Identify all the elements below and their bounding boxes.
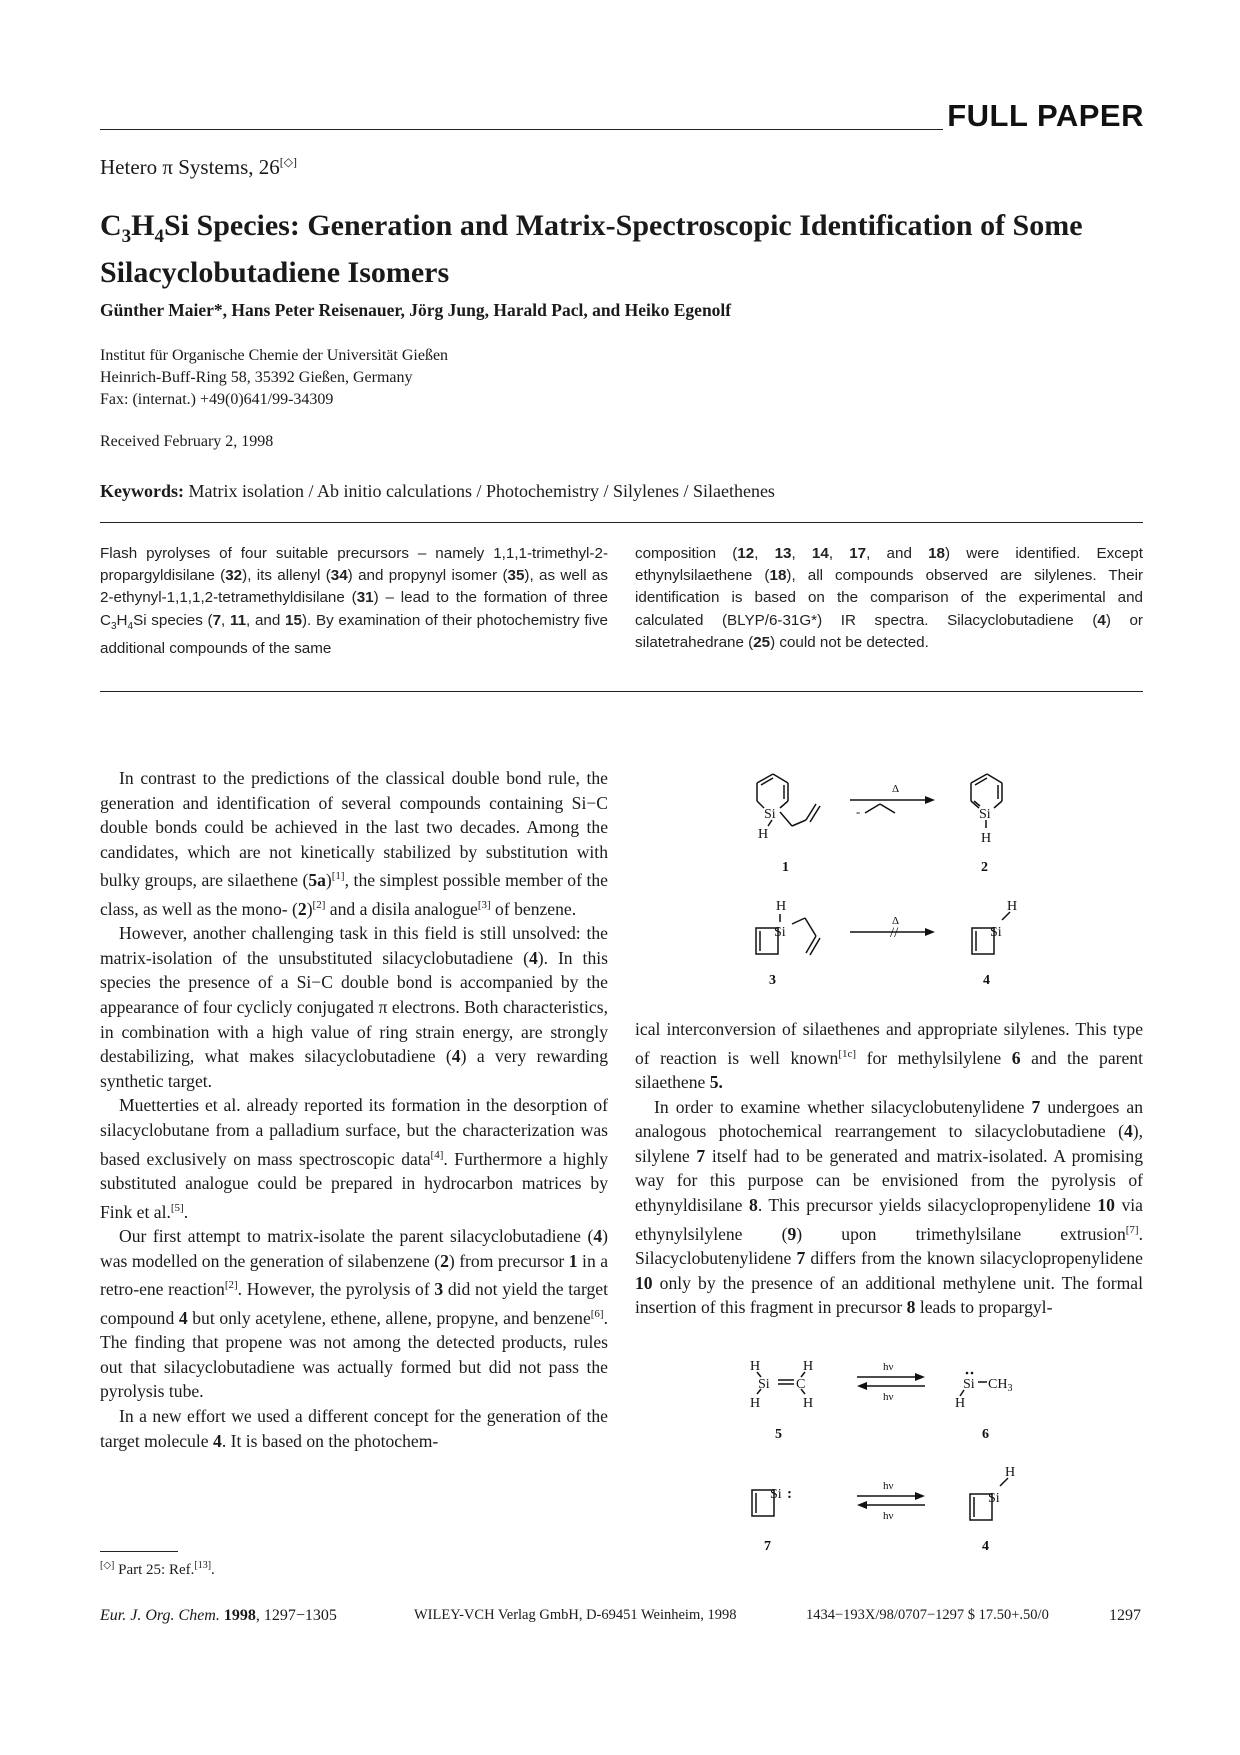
atom-si: Si	[770, 1487, 782, 1502]
abstract-right: composition (12, 13, 14, 17, and 18) were identified. Except ethynylsilaethene (18), all compounds observed are silylenes. Their identification is based on the comparison of the experimental and calculated (BLYP/6-31G*) IR spectra. Silacyclobutadiene (4) or silatetrahedrane (25) could not be detected.	[635, 545, 1144, 651]
atom-h: H	[1005, 1465, 1016, 1480]
reaction-scheme-2	[735, 1350, 1055, 1580]
hv-label: hν	[883, 1480, 894, 1492]
compound-label: 3	[769, 973, 776, 988]
compound-label: 6	[982, 1427, 989, 1442]
reaction-scheme-1	[730, 768, 1050, 998]
atom-si: Si	[990, 925, 1002, 940]
atom-si: Si	[979, 807, 991, 822]
heat-symbol: Δ	[892, 783, 900, 795]
paragraph: Muetterties et al. already reported its formation in the desorption of silacyclobutane from a palladium surface, but the characterization was based exclusively on mass spectroscopic data[4]. Furthermore a highly substituted analogue could be prepared in hydrocarbon matrices by Fink et al.[5].	[100, 1095, 609, 1222]
abstract-bottom-rule	[100, 691, 1143, 692]
body-right-column	[635, 1017, 1143, 1320]
compound-3-structure	[756, 914, 820, 955]
atom-c: C	[796, 1377, 806, 1392]
hv-label: hν	[883, 1510, 894, 1522]
photo-equilibrium-arrow	[857, 1373, 925, 1390]
paragraph: Our first attempt to matrix-isolate the parent silacyclobutadiene (4) was modelled on the generation of silabenzene (2) from precursor 1 in a retro-ene reaction[2]. However, the pyrolysis of 3 did not yield the target compound 4 but only acetylene, ethene, allene, propyne, and benzene[6]. The finding that propene was not among the detected products, rules out that silacyclobutadiene was actually formed but did not pass the pyrolysis tube.	[100, 1226, 609, 1402]
methyl-group: $CH_3$	[988, 1377, 1013, 1394]
header-rule	[100, 129, 943, 130]
received-date: Received February 2, 1998	[100, 433, 274, 450]
affiliation-line: Heinrich-Buff-Ring 58, 35392 Gießen, Germany	[100, 369, 413, 386]
atom-h: H	[758, 827, 769, 842]
abstract-left: Flash pyrolyses of four suitable precursors – namely 1,1,1-trimethyl-2-propargyldisilane (32), its allenyl (34) and propynyl isomer (35), as well as 2-ethynyl-1,1,1,2-tetramethyldisilane (31) – lead to the formation of three $C_3H_4Si$ species (7, 11, and 15). By examination of their photochemistry five additional compounds of the same	[100, 545, 608, 657]
atom-si: Si	[988, 1491, 1000, 1506]
compound-label: 7	[764, 1539, 771, 1554]
body-left-column	[100, 766, 608, 1453]
compound-label: 4	[983, 973, 990, 988]
atom-h: H	[776, 899, 787, 914]
section-label: FULL PAPER	[947, 98, 1144, 133]
paragraph: In a new effort we used a different concept for the generation of the target molecule 4. It is based on the photochem-	[100, 1406, 608, 1451]
author-list: Günther Maier*, Hans Peter Reisenauer, Jörg Jung, Harald Pacl, and Heiko Egenolf	[100, 300, 732, 320]
affiliation	[100, 345, 448, 411]
page-number: 1297	[1109, 1607, 1141, 1624]
atom-si: Si	[758, 1377, 770, 1392]
atom-si: Si	[774, 925, 786, 940]
atom-si: Si	[963, 1377, 975, 1392]
issn-line: 1434−193X/98/0707−1297 $ 17.50+.50/0	[806, 1607, 1049, 1623]
atom-h: H	[750, 1396, 761, 1411]
paragraph: ical interconversion of silaethenes and appropriate silylenes. This type of reaction is well known[1c] for methylsilylene 6 and the parent silaethene 5.	[635, 1019, 1143, 1093]
hv-label: hν	[883, 1391, 894, 1403]
atom-h: H	[803, 1396, 814, 1411]
journal-citation: Eur. J. Org. Chem. 1998, 1297−1305	[100, 1607, 337, 1624]
footnote: [◇] Part 25: Ref.[13].	[100, 1560, 215, 1578]
affiliation-line: Institut für Organische Chemie der Universität Gießen	[100, 347, 449, 364]
article-title: $C_3H_4Si$ Species: Generation and Matrix-Spectroscopic Identification of Some Silacyclobutadiene Isomers	[100, 209, 1083, 289]
series-title: Hetero π Systems, 26[◇]	[100, 155, 297, 179]
compound-label: 4	[982, 1539, 989, 1554]
photo-equilibrium-arrow	[857, 1492, 925, 1509]
atom-h: H	[1007, 899, 1018, 914]
compound-label: 2	[981, 860, 988, 875]
compound-label: 5	[775, 1427, 782, 1442]
paragraph: In order to examine whether silacyclobutenylidene 7 undergoes an analogous photochemical rearrangement to silacyclobutadiene (4), silylene 7 itself had to be generated and matrix-isolated. A promising way for this purpose can be envisioned from the pyrolysis of ethynyldisilane 8. This precursor yields silacyclopropenylidene 10 via ethynylsilylene (9) upon trimethylsilane extrusion[7]. Silacyclobutenylidene 7 differs from the known silacyclopropenylidene 10 only by the presence of an additional methylene unit. The formal insertion of this fragment in precursor 8 leads to propargyl-	[635, 1096, 1143, 1318]
keywords: Keywords: Matrix isolation / Ab initio calculations / Photochemistry / Silylenes / Silaethenes	[100, 481, 775, 501]
atom-h: H	[955, 1396, 966, 1411]
publisher-line: WILEY-VCH Verlag GmbH, D-69451 Weinheim, 1998	[414, 1607, 737, 1623]
atom-h: H	[981, 831, 992, 846]
compound-label: 1	[782, 860, 789, 875]
hv-label: hν	[883, 1361, 894, 1373]
keywords-label: Keywords:	[100, 481, 184, 501]
paragraph: In contrast to the predictions of the classical double bond rule, the generation and identification of several compounds containing Si−C double bonds could be achieved in the last two decades. Among the candidates, which are not kinetically stabilized by substitution with bulky groups, are silaethene (5a)[1], the simplest possible member of the class, as well as the mono- (2)[2] and a disila analogue[3] of benzene.	[100, 768, 608, 919]
reaction-arrow	[850, 796, 935, 813]
abstract-top-rule	[100, 522, 1143, 523]
blocked-mark: //	[890, 925, 899, 941]
atom-si: Si	[764, 807, 776, 822]
footnote-rule	[100, 1551, 178, 1552]
heat-symbol: Δ	[892, 915, 900, 927]
paragraph: However, another challenging task in this field is still unsolved: the matrix-isolation of the unsubstituted silacyclobutadiene (4). In this species the presence of a Si−C double bond is accompanied by the appearance of four cyclicly conjugated π electrons. Both characteristics, in combination with a high value of ring strain energy, are strongly destabilizing, what makes silacyclobutadiene (4) a very rewarding synthetic target.	[100, 923, 608, 1091]
minus-sign: -	[856, 804, 861, 819]
affiliation-line: Fax: (internat.) +49(0)641/99-34309	[100, 391, 334, 408]
atom-h: H	[803, 1359, 814, 1374]
atom-h: H	[750, 1359, 761, 1374]
lone-pair: :	[787, 1486, 792, 1502]
